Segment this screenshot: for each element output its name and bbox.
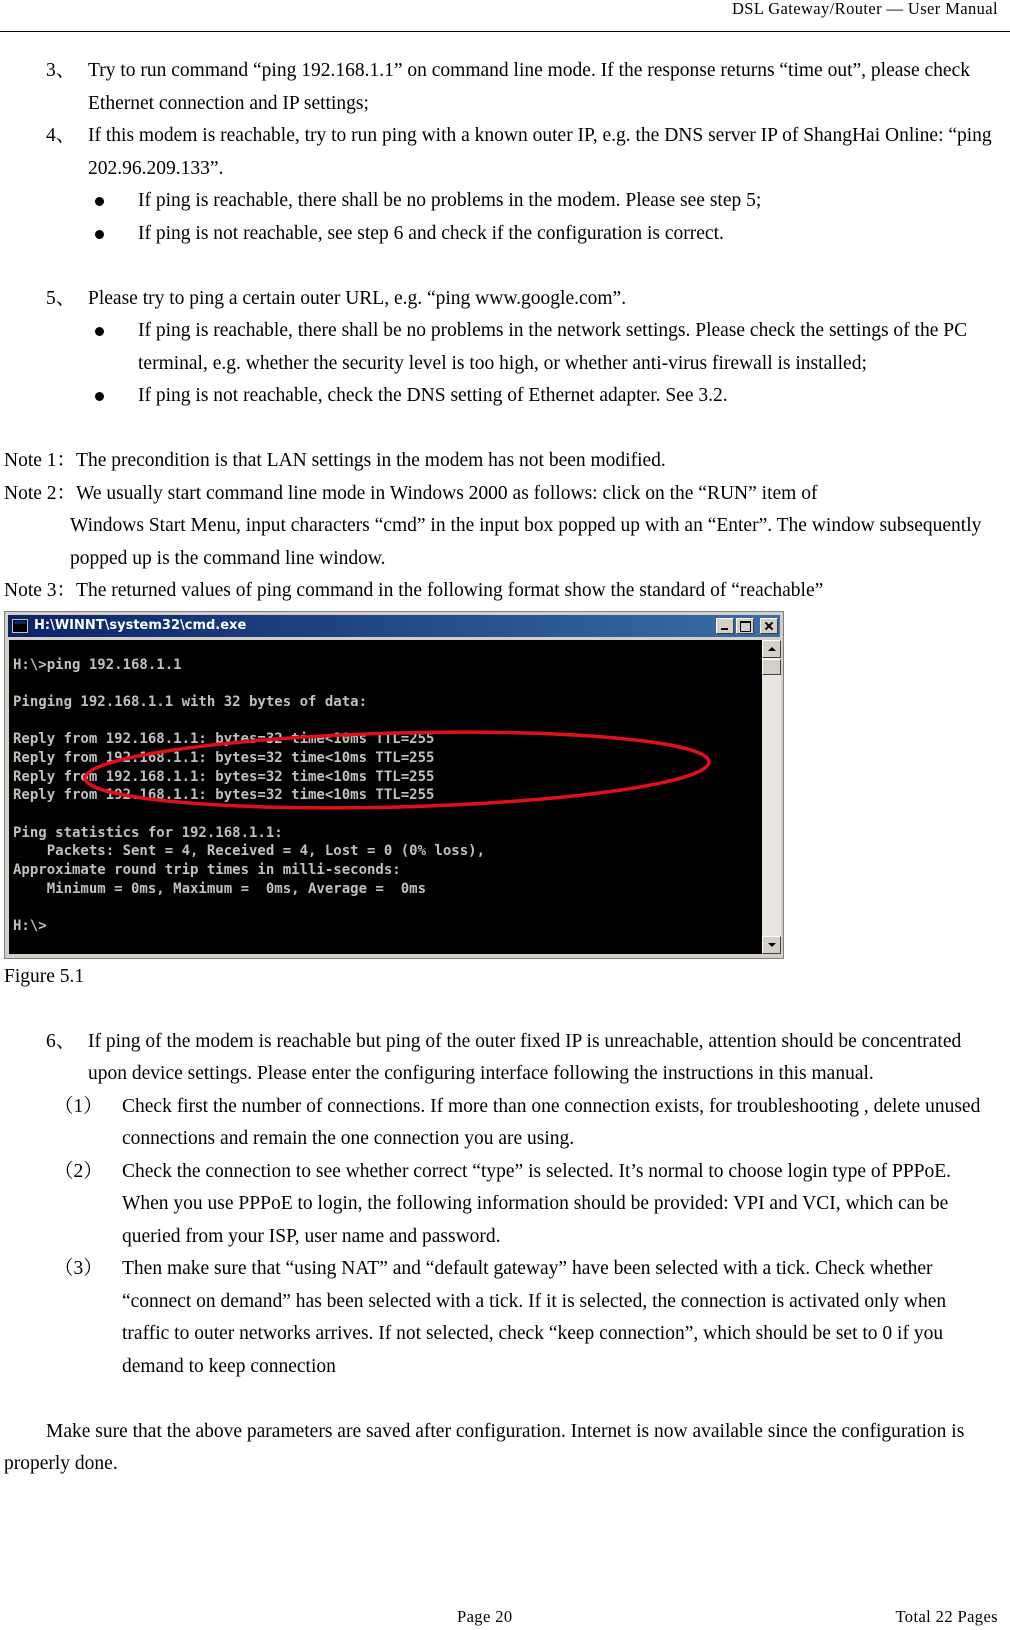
- console-line: Reply from 192.168.1.1: bytes=32 time<10ms TTL=255: [13, 749, 435, 766]
- console-line: Reply from 192.168.1.1: bytes=32 time<10ms TTL=255: [13, 787, 435, 804]
- step-text: Please try to ping a certain outer URL, e.g. “ping www.google.com”.: [88, 287, 627, 309]
- sub-item-number: （2）: [54, 1160, 103, 1182]
- step-4: [46, 120, 994, 185]
- sub-item: [54, 1091, 994, 1156]
- console-line: Pinging 192.168.1.1 with 32 bytes of data:: [13, 693, 368, 710]
- bullet-text: If ping is reachable, there shall be no problems in the modem. Please see step 5;: [138, 190, 762, 211]
- console-app-icon: [12, 619, 28, 633]
- console-line: H:\>ping 192.168.1.1: [13, 656, 182, 673]
- note-3: [4, 575, 994, 608]
- step-5: [46, 283, 994, 316]
- step-text: If ping of the modem is reachable but ping of the outer fixed IP is unreachable, attention should be concentrated upon device settings. Please enter the configuring interface following the instructions in this manual.: [88, 1030, 962, 1084]
- bullet-item: [88, 315, 994, 380]
- console-line: Packets: Sent = 4, Received = 4, Lost = 0 (0% loss),: [13, 843, 486, 860]
- sub-item: [54, 1156, 994, 1254]
- bullet-dot-icon: [88, 185, 138, 218]
- step-number: 3、: [46, 60, 76, 81]
- note-2: [4, 478, 994, 576]
- step-text: Try to run command “ping 192.168.1.1” on command line mode. If the response returns “time out”, please check Ethernet connection and IP settings;: [88, 60, 970, 114]
- console-line: H:\>: [13, 918, 47, 935]
- cmd-window-screenshot: [4, 611, 784, 959]
- bullet-text: If ping is not reachable, check the DNS setting of Ethernet adapter. See 3.2.: [138, 385, 728, 406]
- step-number: 4、: [46, 125, 76, 146]
- bullet-dot-icon: [88, 315, 138, 380]
- sub-item: [54, 1253, 994, 1383]
- scroll-thumb[interactable]: [762, 659, 781, 675]
- note-label: Note 1：: [4, 450, 77, 471]
- console-line: [13, 805, 762, 824]
- console-line: Ping statistics for 192.168.1.1:: [13, 824, 283, 841]
- step-text: If this modem is reachable, try to run ping with a known outer IP, e.g. the DNS server IP of ShangHai Online: “ping 202.96.209.133”.: [88, 125, 992, 179]
- cmd-titlebar[interactable]: [8, 615, 780, 637]
- page-number: Page 20: [457, 1607, 513, 1626]
- console-line: [13, 674, 762, 693]
- bullet-item: [88, 185, 994, 218]
- bullet-dot-icon: [88, 218, 138, 251]
- note-text: The returned values of ping command in the following format show the standard of “reachable”: [76, 580, 824, 601]
- close-icon[interactable]: [760, 618, 778, 634]
- closing-paragraph: Make sure that the above parameters are saved after configuration. Internet is now available since the configuration is properly done.: [4, 1420, 965, 1474]
- scroll-down-arrow-icon[interactable]: [762, 936, 781, 954]
- step-6: [46, 1026, 994, 1091]
- figure-caption: Figure 5.1: [4, 965, 85, 987]
- window-controls: [716, 618, 778, 634]
- console-line: Approximate round trip times in milli-seconds:: [13, 862, 401, 879]
- bullet-dot-icon: [88, 380, 138, 413]
- note-continuation: Windows Start Menu, input characters “cmd” in the input box popped up with an “Enter”. The window subsequently popped up is the command line window.: [70, 515, 982, 569]
- minimize-icon[interactable]: [716, 618, 734, 634]
- sub-item-number: （3）: [54, 1258, 103, 1279]
- note-label: Note 2：: [4, 482, 77, 504]
- console-line: [13, 712, 762, 731]
- step-3: [46, 55, 994, 120]
- bullet-text: If ping is not reachable, see step 6 and check if the configuration is correct.: [138, 222, 724, 244]
- page-content: [4, 55, 994, 1481]
- note-text: We usually start command line mode in Windows 2000 as follows: click on the “RUN” item of: [76, 482, 818, 504]
- sub-item-number: （1）: [54, 1095, 103, 1117]
- page-header: DSL Gateway/Router — User Manual: [731, 0, 998, 18]
- note-label: Note 3：: [4, 580, 77, 601]
- header-rule: [0, 31, 1010, 32]
- note-text: The precondition is that LAN settings in the modem has not been modified.: [76, 450, 666, 471]
- console-line: Reply from 192.168.1.1: bytes=32 time<10ms TTL=255: [13, 731, 435, 748]
- cmd-window-title: H:\WINNT\system32\cmd.exe: [34, 617, 247, 633]
- console-line: Minimum = 0ms, Maximum = 0ms, Average = 0ms: [13, 880, 427, 897]
- bullet-item: [88, 218, 994, 251]
- total-pages: Total 22 Pages: [895, 1607, 998, 1626]
- scroll-up-arrow-icon[interactable]: [762, 640, 781, 658]
- sub-item-text: Check first the number of connections. If more than one connection exists, for troubleshooting , delete unused connections and remain the one connection you are using.: [122, 1095, 981, 1149]
- bullet-item: [88, 380, 994, 413]
- step-number: 6、: [46, 1030, 76, 1052]
- console-line: Reply from 192.168.1.1: bytes=32 time<10ms TTL=255: [13, 768, 435, 785]
- maximize-icon[interactable]: [736, 618, 754, 634]
- note-1: [4, 445, 994, 478]
- sub-item-text: Check the connection to see whether correct “type” is selected. It’s normal to choose login type of PPPoE. When you use PPPoE to login, the following information should be provided: VPI and VCI, which can be queried from your ISP, user name and password.: [122, 1160, 952, 1247]
- step-number: 5、: [46, 287, 76, 309]
- console-line: [13, 898, 762, 917]
- cmd-console-output[interactable]: [9, 640, 762, 954]
- vertical-scrollbar[interactable]: [762, 640, 781, 954]
- bullet-text: If ping is reachable, there shall be no problems in the network settings. Please check the settings of the PC terminal, e.g. whether the security level is too high, or whether anti-virus firewall is installed;: [138, 320, 968, 374]
- sub-item-text: Then make sure that “using NAT” and “default gateway” have been selected with a tick. Check whether “connect on demand” has been selected with a tick. If it is selected, the connection is activated only when traffic to outer networks arrives. If not selected, check “keep connection”, which should be set to 0 if you demand to keep connection: [122, 1258, 947, 1377]
